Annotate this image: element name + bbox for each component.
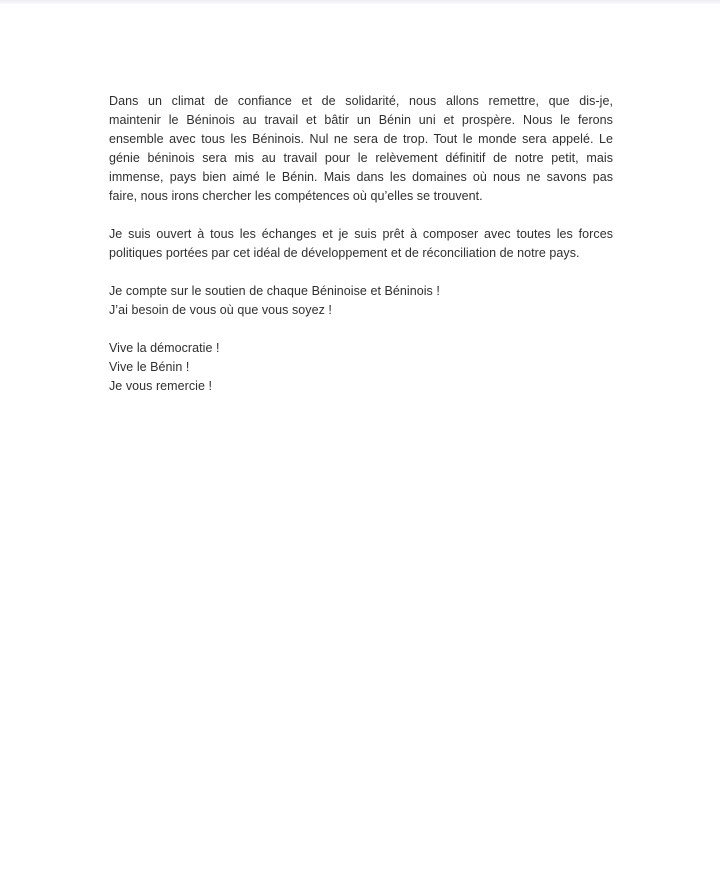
text-line: ensemble avec tous les Béninois. Nul ne sera de trop. Tout le monde sera appelé. Le — [109, 132, 613, 146]
paragraph-intro — [109, 92, 613, 206]
text-line: faire, nous irons chercher les compétences où qu’elles se trouvent. — [109, 189, 483, 203]
text-line: Vive la démocratie ! — [109, 341, 220, 355]
paragraph-openness — [109, 225, 613, 263]
text-line: immense, pays bien aimé le Bénin. Mais dans les domaines où nous ne savons pas — [109, 170, 613, 184]
paragraph-support-appeal — [109, 282, 613, 320]
scan-edge-top — [0, 0, 720, 4]
text-line: Je vous remercie ! — [109, 379, 213, 393]
text-line: politiques portées par cet idéal de développement et de réconciliation de notre pays. — [109, 246, 580, 260]
text-line: Dans un climat de confiance et de solidarité, nous allons remettre, que dis-je, — [109, 94, 613, 108]
text-line: Vive le Bénin ! — [109, 360, 190, 374]
text-line: J’ai besoin de vous où que vous soyez ! — [109, 303, 332, 317]
text-line: génie béninois sera mis au travail pour le relèvement définitif de notre petit, mais — [109, 151, 613, 165]
text-line: Je compte sur le soutien de chaque Béninoise et Béninois ! — [109, 284, 440, 298]
text-line: Je suis ouvert à tous les échanges et je suis prêt à composer avec toutes les forces — [109, 227, 613, 241]
text-line: maintenir le Béninois au travail et bâtir un Bénin uni et prospère. Nous le ferons — [109, 113, 613, 127]
document-text-block — [109, 92, 613, 415]
paragraph-closing-slogans — [109, 339, 613, 396]
